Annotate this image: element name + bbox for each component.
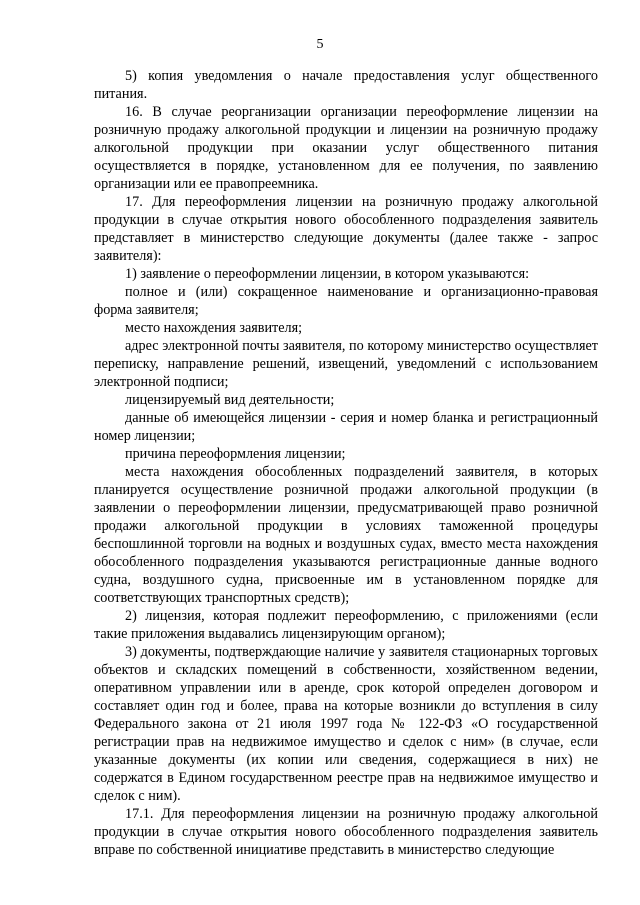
paragraph-17-item-2: 2) лицензия, которая подлежит переоформлению, с приложениями (если такие приложения выдавались лицензирующим органом); (94, 608, 598, 642)
paragraph-name-form: полное и (или) сокращенное наименование и организационно-правовая форма заявителя; (94, 284, 598, 318)
page-number: 5 (316, 37, 324, 52)
paragraph-16: 16. В случае реорганизации организации переоформление лицензии на розничную продажу алкогольной продукции и лицензии на розничную продажу алкогольной продукции при оказании услуг общественного питания осуществляется в порядке, установленном для ее получения, по заявлению организации или ее правопреемника. (94, 104, 598, 192)
paragraph-email: адрес электронной почты заявителя, по которому министерство осуществляет переписку, направление решений, извещений, уведомлений с использованием электронной подписи; (94, 338, 598, 390)
paragraph-17-item-3: 3) документы, подтверждающие наличие у заявителя стационарных торговых объектов и складских помещений в собственности, хозяйственном ведении, оперативном управлении или в аренде, срок которой определен договором и составляет один год и более, права на которые возникли до вступления в силу Федерального закона от 21 июля 1997 года № 122-ФЗ «О государственной регистрации прав на недвижимое имущество и сделок с ним» (в случае, если указанные документы (их копии или сведения, содержащиеся в них) не содержатся в Едином государственном реестре прав на недвижимое имущество и сделок с ним). (94, 644, 598, 804)
document-body (94, 67, 598, 859)
paragraph-activity: лицензируемый вид деятельности; (125, 392, 335, 408)
paragraph-location: место нахождения заявителя; (125, 320, 303, 336)
paragraph-reason: причина переоформления лицензии; (125, 446, 346, 462)
paragraph-17-1: 17.1. Для переоформления лицензии на розничную продажу алкогольной продукции в случае открытия нового обособленного подразделения заявитель вправе по собственной инициативе представить в министерство следующие (94, 806, 598, 858)
paragraph-17-item-1: 1) заявление о переоформлении лицензии, в котором указываются: (125, 266, 530, 282)
paragraph-item-5: 5) копия уведомления о начале предоставления услуг общественного питания. (94, 68, 598, 102)
paragraph-subdivision-locations: места нахождения обособленных подразделений заявителя, в которых планируется осуществление розничной продажи алкогольной продукции (в заявлении о переоформлении лицензии, предусматривающей право розничной продажи алкогольной продукции в условиях таможенной процедуры беспошлинной торговли на водных и воздушных судах, вместо места нахождения обособленного подразделения указываются регистрационные данные водного судна, воздушного судна, присвоенные им в установленном порядке для соответствующих транспортных средств); (94, 464, 598, 606)
paragraph-17: 17. Для переоформления лицензии на розничную продажу алкогольной продукции в случае открытия нового обособленного подразделения заявитель представляет в министерство следующие документы (далее также - запрос заявителя): (94, 194, 598, 264)
paragraph-license-data: данные об имеющейся лицензии - серия и номер бланка и регистрационный номер лицензии; (94, 410, 598, 444)
